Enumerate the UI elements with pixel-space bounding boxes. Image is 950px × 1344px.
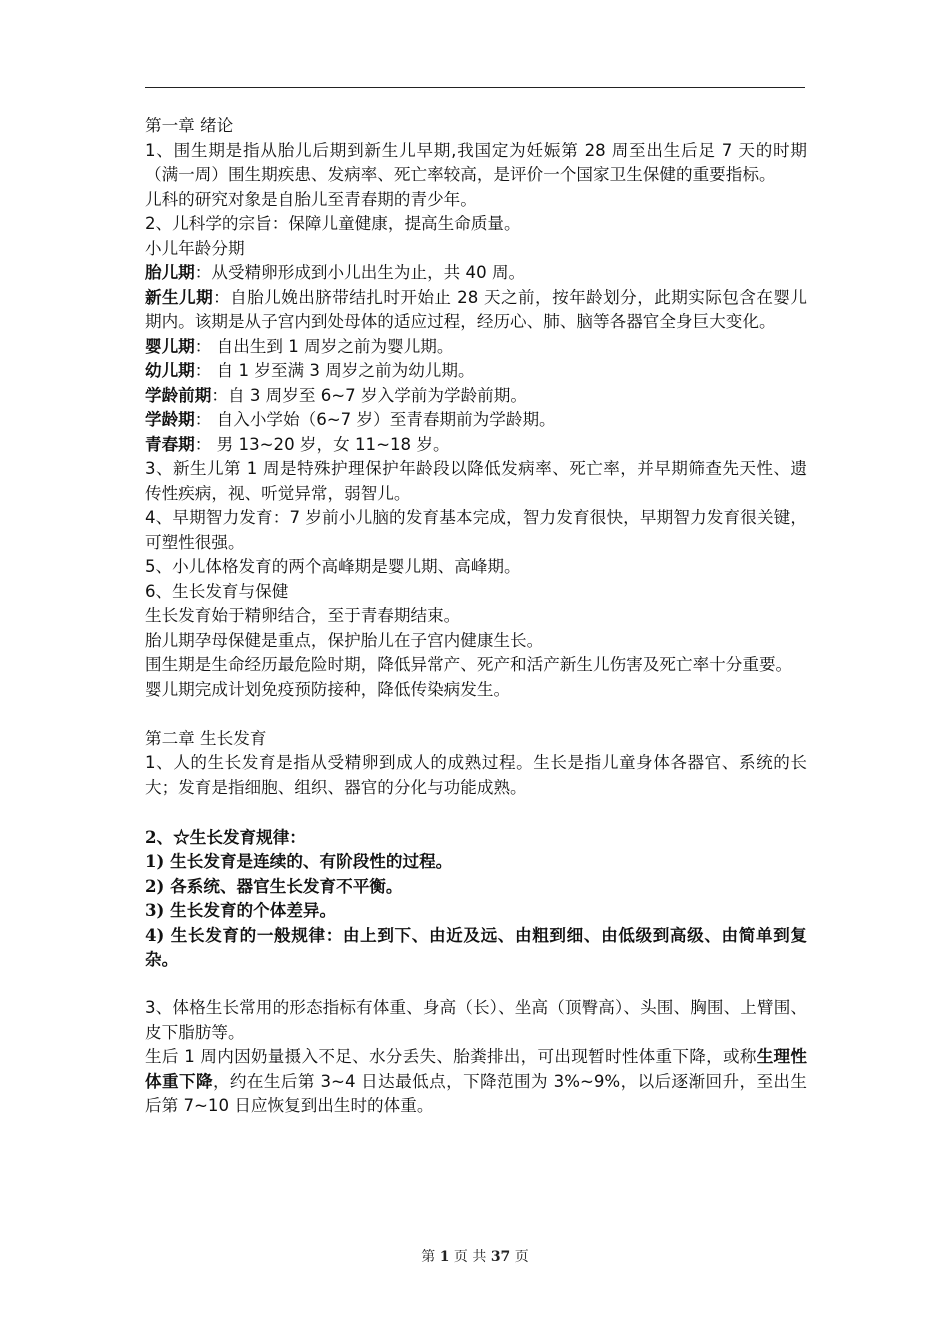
stage-term: 幼儿期 bbox=[145, 361, 195, 380]
stage-text: ： 自 1 岁至满 3 周岁之前为幼儿期。 bbox=[194, 361, 475, 380]
spacer bbox=[145, 702, 807, 727]
chapter-2-title: 第二章 生长发育 bbox=[145, 728, 267, 748]
stage-text: ： 男 13~20 岁，女 11~18 岁。 bbox=[194, 434, 450, 454]
stage-item bbox=[145, 384, 807, 409]
stage-text: ：自胎儿娩出脐带结扎时开始止 28 天之前，按年龄划分，此期实际包含在婴儿期内。该期是从子宫内到处母体的适应过程，经历心、肺、脑等各器官全身巨大变化。 bbox=[145, 287, 808, 331]
paragraph: 3、体格生长常用的形态指标有体重、身高（长）、坐高（顶臀高）、头围、胸围、上臂围、皮下脂肪等。 bbox=[145, 998, 807, 1042]
section-heading: 小儿年龄分期 bbox=[145, 238, 245, 258]
spacer bbox=[145, 800, 807, 825]
stage-term: 新生儿期 bbox=[145, 287, 214, 307]
stage-item bbox=[145, 335, 807, 360]
stage-item bbox=[145, 286, 807, 335]
paragraph bbox=[145, 1045, 807, 1119]
paragraph: 1、围生期是指从胎儿后期到新生儿早期,我国定为妊娠第 28 周至出生后足 7 天的时期（满一周）围生期疾患、发病率、死亡率较高，是评价一个国家卫生保健的重要指标。 bbox=[145, 140, 807, 184]
stage-item bbox=[145, 433, 807, 458]
rule-item: 1) 生长发育是连续的、有阶段性的过程。 bbox=[145, 851, 453, 871]
page-footer bbox=[0, 1246, 950, 1266]
page-total: 37 bbox=[490, 1249, 511, 1265]
stage-item bbox=[145, 261, 807, 286]
paragraph: 3、新生儿第 1 周是特殊护理保护年龄段以降低发病率、死亡率，并早期筛查先天性、遗传性疾病，视、听觉异常，弱智儿。 bbox=[145, 459, 807, 503]
stage-term: 胎儿期 bbox=[145, 263, 195, 282]
paragraph: 1、人的生长发育是指从受精卵到成人的成熟过程。生长是指儿童身体各器官、系统的长大；发育是指细胞、组织、器官的分化与功能成熟。 bbox=[145, 753, 807, 797]
header-rule bbox=[145, 87, 805, 88]
footer-text: 页 共 bbox=[449, 1249, 491, 1265]
rule-item: 3) 生长发育的个体差异。 bbox=[145, 900, 337, 920]
stage-text: ：自 3 周岁至 6~7 岁入学前为学龄前期。 bbox=[211, 385, 527, 405]
paragraph: 2、儿科学的宗旨：保障儿童健康，提高生命质量。 bbox=[145, 214, 521, 233]
stage-term: 学龄期 bbox=[145, 410, 195, 429]
stage-term: 学龄前期 bbox=[145, 385, 212, 405]
key-term: 生理性体重下降 bbox=[145, 1047, 807, 1091]
stage-text: ： 自出生到 1 周岁之前为婴儿期。 bbox=[194, 336, 454, 356]
paragraph: 生长发育始于精卵结合，至于青春期结束。 bbox=[145, 606, 461, 625]
paragraph: 5、小儿体格发育的两个高峰期是婴儿期、高峰期。 bbox=[145, 557, 521, 576]
stage-term: 青春期 bbox=[145, 434, 195, 454]
paragraph: 胎儿期孕母保健是重点，保护胎儿在子宫内健康生长。 bbox=[145, 630, 544, 650]
paragraph: 儿科的研究对象是自胎儿至青春期的青少年。 bbox=[145, 189, 477, 209]
stage-item bbox=[145, 408, 807, 433]
paragraph-text: 生后 1 周内因奶量摄入不足、水分丢失、胎粪排出，可出现暂时性体重下降，或称 bbox=[145, 1047, 757, 1066]
paragraph: 4、早期智力发育：7 岁前小儿脑的发育基本完成，智力发育很快，早期智力发育很关键，可塑性很强。 bbox=[145, 508, 807, 552]
footer-text: 第 bbox=[421, 1249, 440, 1265]
stage-text: ：从受精卵形成到小儿出生为止，共 40 周。 bbox=[194, 263, 526, 282]
footer-text: 页 bbox=[510, 1249, 529, 1265]
section-heading: 6、生长发育与保健 bbox=[145, 581, 289, 601]
spacer bbox=[145, 972, 807, 997]
chapter-1-title: 第一章 绪论 bbox=[145, 116, 234, 135]
paragraph: 围生期是生命经历最危险时期，降低异常产、死产和活产新生儿伤害及死亡率十分重要。 bbox=[145, 655, 793, 674]
paragraph-text: ，约在生后第 3~4 日达最低点，下降范围为 3%~9%，以后逐渐回升，至出生后第 7~10 日应恢复到出生时的体重。 bbox=[145, 1071, 807, 1115]
paragraph: 婴儿期完成计划免疫预防接种，降低传染病发生。 bbox=[145, 679, 511, 699]
page-number: 1 bbox=[439, 1249, 450, 1265]
stage-term: 婴儿期 bbox=[145, 336, 195, 356]
page-body bbox=[145, 114, 807, 1119]
rule-item: 2) 各系统、器官生长发育不平衡。 bbox=[145, 875, 403, 896]
stage-text: ： 自入小学始（6~7 岁）至青春期前为学龄期。 bbox=[194, 410, 556, 429]
rule-item: 4) 生长发育的一般规律：由上到下、由近及远、由粗到细、由低级到高级、由简单到复杂。 bbox=[145, 924, 807, 969]
stage-item bbox=[145, 359, 807, 384]
rules-heading: 2、☆生长发育规律： bbox=[145, 826, 306, 847]
